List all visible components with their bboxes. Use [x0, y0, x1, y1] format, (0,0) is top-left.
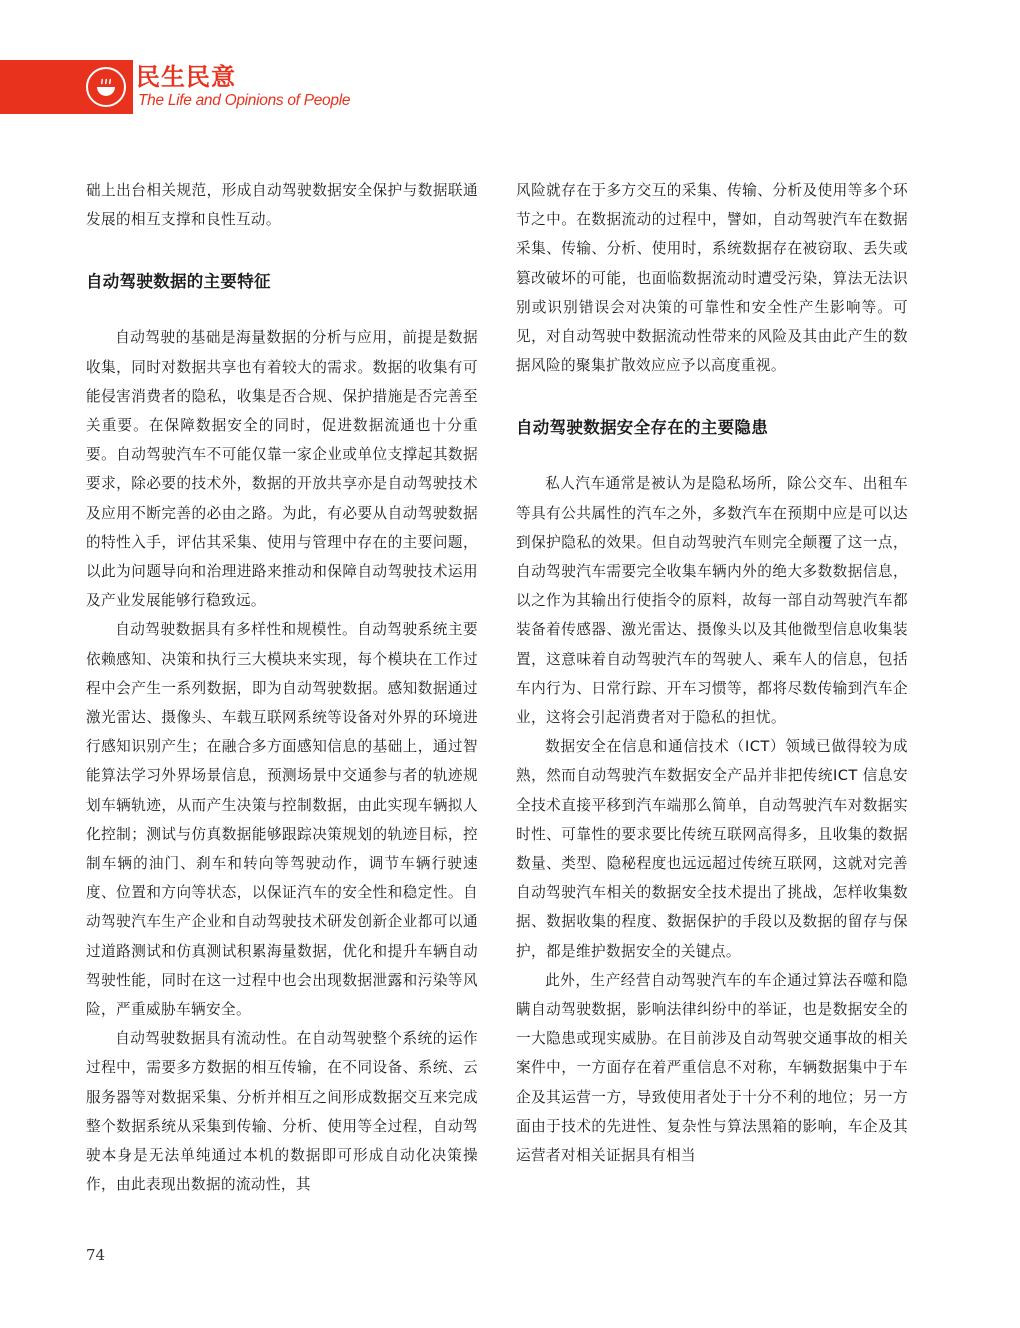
paragraph: 风险就存在于多方交互的采集、传输、分析及使用等多个环节之中。在数据流动的过程中，譬如，自动驾驶汽车在数据采集、传输、分析、使用时，系统数据存在被窃取、丢失或篡改破坏的可能，也面临数据流动时遭受污染，算法无法识别或识别错误会对决策的可靠性和安全性产生影响等。可见，对自动驾驶中数据流动性带来的风险及其由此产生的数据风险的聚集扩散效应应予以高度重视。	[516, 182, 908, 375]
paragraph: 数据安全在信息和通信技术（ICT）领域已做得较为成熟，然而自动驾驶汽车数据安全产品并非把传统ICT 信息安全技术直接平移到汽车端那么简单，自动驾驶汽车对数据实时性、可靠性的要求要比传统互联网高得多，且收集的数据数量、类型、隐秘程度也远远超过传统互联网，这就对完善自动驾驶汽车相关的数据安全技术提出了挑战，怎样收集数据、数据收集的程度、数据保护的手段以及数据的留存与保护，都是维护数据安全的关键点。	[516, 738, 908, 960]
paragraph: 自动驾驶的基础是海量数据的分析与应用，前提是数据收集，同时对数据共享也有着较大的需求。数据的收集有可能侵害消费者的隐私，收集是否合规、保护措施是否完善至关重要。在保障数据安全的同时，促进数据流通也十分重要。自动驾驶汽车不可能仅靠一家企业或单位支撑起其数据要求，除必要的技术外，数据的开放共享亦是自动驾驶技术及应用不断完善的必由之路。为此，有必要从自动驾驶数据的特性入手，评估其采集、使用与管理中存在的主要问题，以此为问题导向和治理进路来推动和保障自动驾驶技术运用及产业发展能够行稳致远。	[86, 329, 478, 610]
section-heading: 自动驾驶数据安全存在的主要隐患	[516, 418, 768, 438]
paragraph: 私人汽车通常是被认为是隐私场所，除公交车、出租车等具有公共属性的汽车之外，多数汽车在预期中应是可以达到保护隐私的效果。但自动驾驶汽车则完全颠覆了这一点，自动驾驶汽车需要完全收集车辆内外的绝大多数数据信息，以之作为其输出行使指令的原料，故每一部自动驾驶汽车都装备着传感器、激光雷达、摄像头以及其他微型信息收集装置，这意味着自动驾驶汽车的驾驶人、乘车人的信息，包括车内行为、日常行踪、开车习惯等，都将尽数传输到汽车企业，这将会引起消费者对于隐私的担忧。	[516, 475, 908, 727]
section-subtitle: The Life and Opinions of People	[138, 92, 351, 109]
left-column	[86, 176, 478, 1200]
page-number: 74	[86, 1246, 106, 1264]
bowl-icon-graphic	[94, 75, 118, 99]
section-heading: 自动驾驶数据的主要特征	[86, 272, 271, 292]
paragraph: 此外，生产经营自动驾驶汽车的车企通过算法吞噬和隐瞒自动驾驶数据，影响法律纠纷中的举证，也是数据安全的一大隐患或现实威胁。在目前涉及自动驾驶交通事故的相关案件中，一方面存在着严重信息不对称，车辆数据集中于车企及其运营一方，导致使用者处于十分不利的地位；另一方面由于技术的先进性、复杂性与算法黑箱的影响，车企及其运营者对相关证据具有相当	[516, 971, 908, 1165]
paragraph: 自动驾驶数据具有多样性和规模性。自动驾驶系统主要依赖感知、决策和执行三大模块来实现，每个模块在工作过程中会产生一系列数据，即为自动驾驶数据。感知数据通过激光雷达、摄像头、车载互联网系统等设备对外界的环境进行感知识别产生；在融合多方面感知信息的基础上，通过智能算法学习外界场景信息，预测场景中交通参与者的轨迹规划车辆轨迹，从而产生决策与控制数据，由此实现车辆拟人化控制；测试与仿真数据能够跟踪决策规划的轨迹目标，控制车辆的油门、刹车和转向等驾驶动作，调节车辆行驶速度、位置和方向等状态，以保证汽车的安全性和稳定性。自动驾驶汽车生产企业和自动驾驶技术研发创新企业都可以通过道路测试和仿真测试积累海量数据，优化和提升车辆自动驾驶性能，同时在这一过程中也会出现数据泄露和污染等风险，严重威胁车辆安全。	[86, 621, 478, 1019]
bowl-icon	[86, 67, 126, 107]
section-title: 民生民意	[136, 63, 236, 91]
paragraph: 础上出台相关规范，形成自动驾驶数据安全保护与数据联通发展的相互支撑和良性互动。	[86, 182, 478, 229]
paragraph: 自动驾驶数据具有流动性。在自动驾驶整个系统的运作过程中，需要多方数据的相互传输，在不同设备、系统、云服务器等对数据采集、分析并相互之间形成数据交互来完成整个数据系统从采集到传输、分析、使用等全过程，自动驾驶本身是无法单纯通过本机的数据即可形成自动化决策操作，由此表现出数据的流动性，其	[86, 1030, 478, 1194]
right-column	[516, 176, 908, 1170]
